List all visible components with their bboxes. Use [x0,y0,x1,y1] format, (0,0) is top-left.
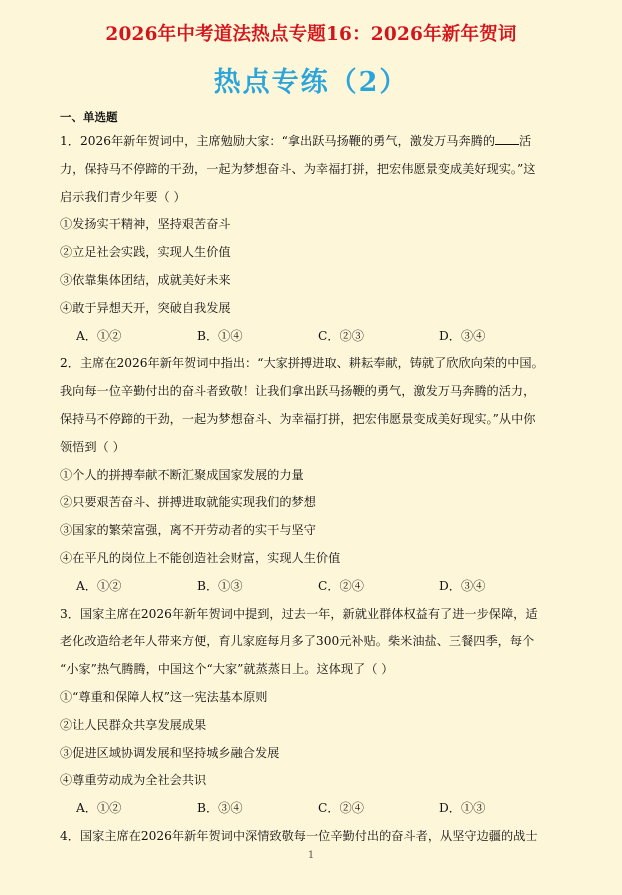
question-2-option-3: ③国家的繁荣富强，离不开劳动者的实干与坚守 [60,523,316,538]
question-1-line-1 [60,128,560,156]
question-3-option-3: ③促进区域协调发展和坚持城乡融合发展 [60,745,280,760]
question-2-choices [60,573,560,601]
choice-b: B．①③ [197,578,243,593]
question-3-choices [60,795,560,823]
answer-blank [495,132,519,145]
choice-b: B．③④ [197,801,243,816]
question-1-option-2: ②立足社会实践，实现人生价值 [60,245,231,260]
question-4-line-1: 4．国家主席在2026年新年贺词中深情致敬每一位辛勤付出的奋斗者，从坚守边疆的战士 [60,828,538,843]
question-list [60,128,560,851]
question-1-line-3: 启示我们青少年要（ ） [60,189,186,204]
question-3-line-3: “小家”热气腾腾，中国这个“大家”就蒸蒸日上。这体现了（ ） [60,662,394,677]
question-2-line-2: 我向每一位辛勤付出的奋斗者致敬！让我们拿出跃马扬鞭的勇气，激发万马奔腾的活力， [60,384,536,399]
choice-d: D．①③ [439,801,486,816]
question-3-option-4: ④尊重劳动成为全社会共识 [60,773,207,788]
question-1-option-4: ④敢于异想天开，突破自我发展 [60,300,231,315]
question-3 [60,601,560,823]
question-1-line-2: 力，保持马不停蹄的干劲，一起为梦想奋斗、为幸福打拼，把宏伟愿景变成美好现实。”这 [60,161,536,176]
choice-d: D．③④ [439,328,486,343]
question-2 [60,350,560,600]
question-3-option-2: ②让人民群众共享发展成果 [60,717,207,732]
question-2-option-2: ②只要艰苦奋斗、拼搏进取就能实现我们的梦想 [60,495,316,510]
page-number: 1 [307,850,315,861]
document-subtitle: 热点专练（2） [213,67,409,98]
choice-d: D．③④ [439,578,486,593]
question-2-option-4: ④在平凡的岗位上不能创造社会财富，实现人生价值 [60,550,341,565]
question-3-option-1: ①“尊重和保障人权”这一宪法基本原则 [60,689,268,704]
question-2-line-4: 领悟到（ ） [60,439,125,454]
question-1-option-3: ③依靠集体团结，成就美好未来 [60,272,231,287]
question-2-line-1: 2．主席在2026年新年贺词中指出：“大家拼搏进取、耕耘奉献，铸就了欣欣向荣的中国。 [60,356,544,371]
choice-c: C．②④ [318,578,364,593]
document-title: 2026年中考道法热点专题16：2026年新年贺词 [105,24,517,45]
choice-c: C．②③ [318,328,364,343]
question-2-option-1: ①个人的拼搏奉献不断汇聚成国家发展的力量 [60,467,304,482]
section-heading: 一、单选题 [60,110,118,124]
question-1-line-1b: 活 [519,134,532,148]
choice-a: A．①② [76,578,122,593]
choice-b: B．①④ [197,328,243,343]
choice-a: A．①② [76,328,122,343]
question-4 [60,823,560,851]
question-3-line-1: 3．国家主席在2026年新年贺词中提到，过去一年，新就业群体权益有了进一步保障，适 [60,606,538,621]
choice-a: A．①② [76,801,122,816]
question-2-line-3: 保持马不停蹄的干劲，一起为梦想奋斗、为幸福打拼，把宏伟愿景变成美好现实。”从中你 [60,411,536,426]
question-1-choices [60,323,560,351]
question-1-option-1: ①发扬实干精神，坚持艰苦奋斗 [60,217,231,232]
choice-c: C．②④ [318,801,364,816]
question-3-line-2: 老化改造给老年人带来方便，育儿家庭每月多了300元补贴。柴米油盐、三餐四季，每个 [60,634,535,649]
question-1-line-1a: 1．2026年新年贺词中，主席勉励大家：“拿出跃马扬鞭的勇气，激发万马奔腾的 [60,134,496,148]
question-1 [60,128,560,350]
